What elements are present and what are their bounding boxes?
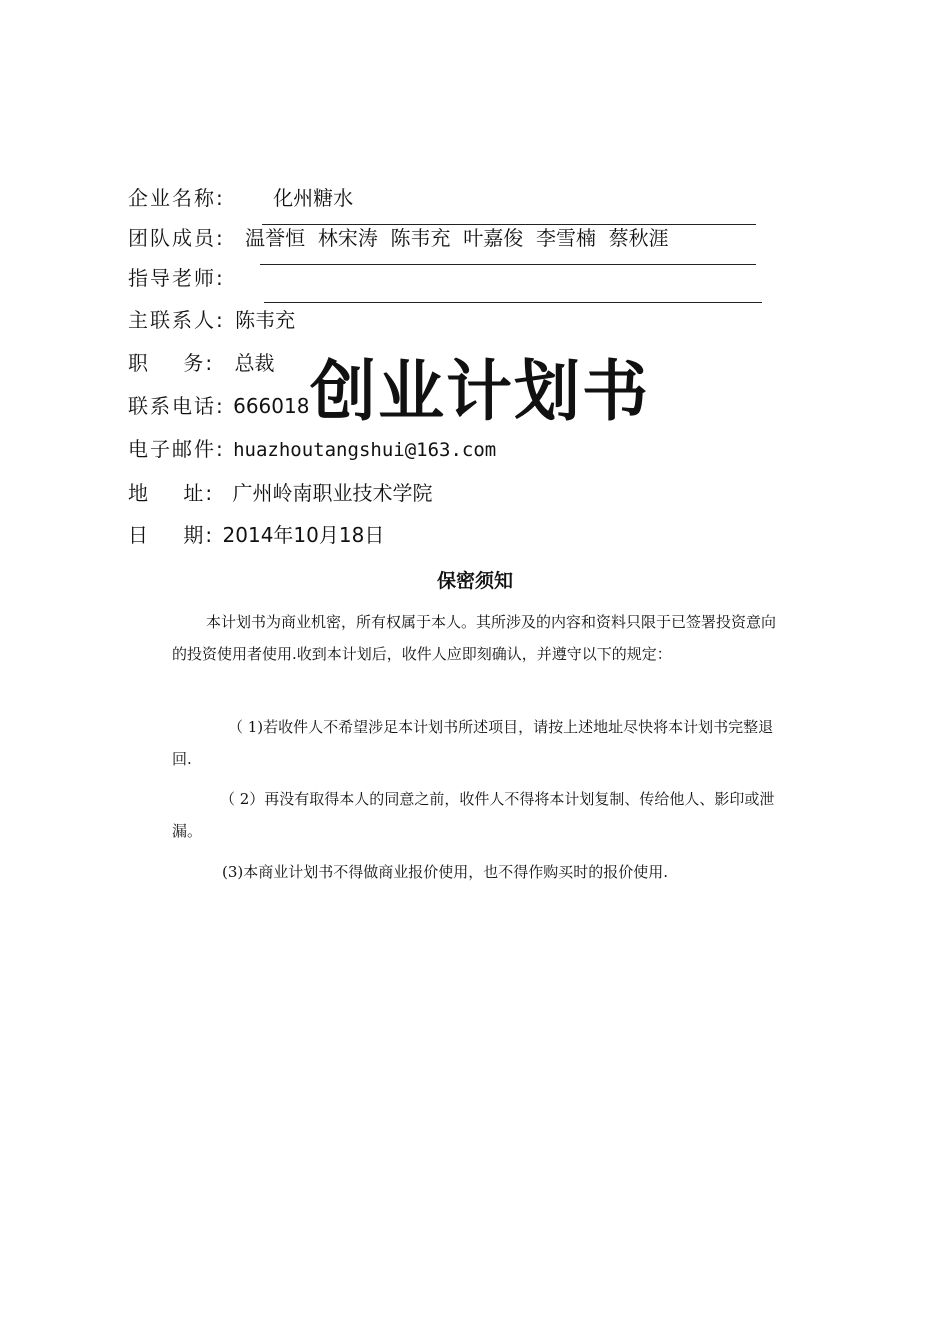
team-row [128, 222, 669, 254]
confidential-intro: 本计划书为商业机密，所有权属于本人。其所涉及的内容和资料只限于已签署投资意向的投资使用者使用.收到本计划后，收件人应即刻确认，并遵守以下的规定： [172, 613, 777, 663]
advisor-underline [264, 302, 762, 303]
confidential-item-3: (3)本商业计划书不得做商业报价使用，也不得作购买时的报价使用. [222, 863, 669, 881]
date-label: 日 期: [128, 523, 215, 547]
phone-value: 666018 [233, 394, 310, 418]
email-row [128, 433, 496, 465]
address-value: 广州岭南职业技术学院 [232, 481, 433, 505]
company-label: 企业名称: [128, 186, 225, 210]
company-row [128, 182, 353, 214]
email-label: 电子邮件: [128, 437, 225, 461]
address-row [128, 477, 433, 509]
confidential-item-1: （ 1)若收件人不希望涉足本计划书所述项目，请按上述地址尽快将本计划书完整退回. [172, 718, 774, 768]
team-value: 温誉恒 林宋涛 陈韦充 叶嘉俊 李雪楠 蔡秋涯 [245, 226, 669, 250]
advisor-row [128, 262, 231, 294]
confidential-heading: 保密须知 [436, 570, 513, 592]
position-row [128, 347, 275, 379]
position-value: 总裁 [234, 351, 275, 375]
contact-row [128, 304, 295, 336]
confidential-item-2: （ 2）再没有取得本人的同意之前，收件人不得将本计划复制、传给他人、影印或泄漏。 [172, 790, 775, 840]
date-row [128, 519, 384, 551]
position-label: 职 务: [128, 351, 215, 375]
team-underline-bottom [260, 264, 756, 265]
team-label: 团队成员: [128, 226, 225, 250]
advisor-label: 指导老师: [128, 266, 225, 290]
phone-row [128, 390, 309, 422]
company-value: 化州糖水 [273, 186, 354, 210]
email-value: huazhoutangshui@163.com [233, 439, 497, 461]
phone-label: 联系电话: [128, 394, 225, 418]
contact-label: 主联系人: [128, 308, 225, 332]
date-value: 2014年10月18日 [222, 523, 385, 547]
business-plan-title: 创业计划书 [310, 353, 650, 430]
contact-value: 陈韦充 [235, 308, 296, 332]
address-label: 地 址: [128, 481, 215, 505]
